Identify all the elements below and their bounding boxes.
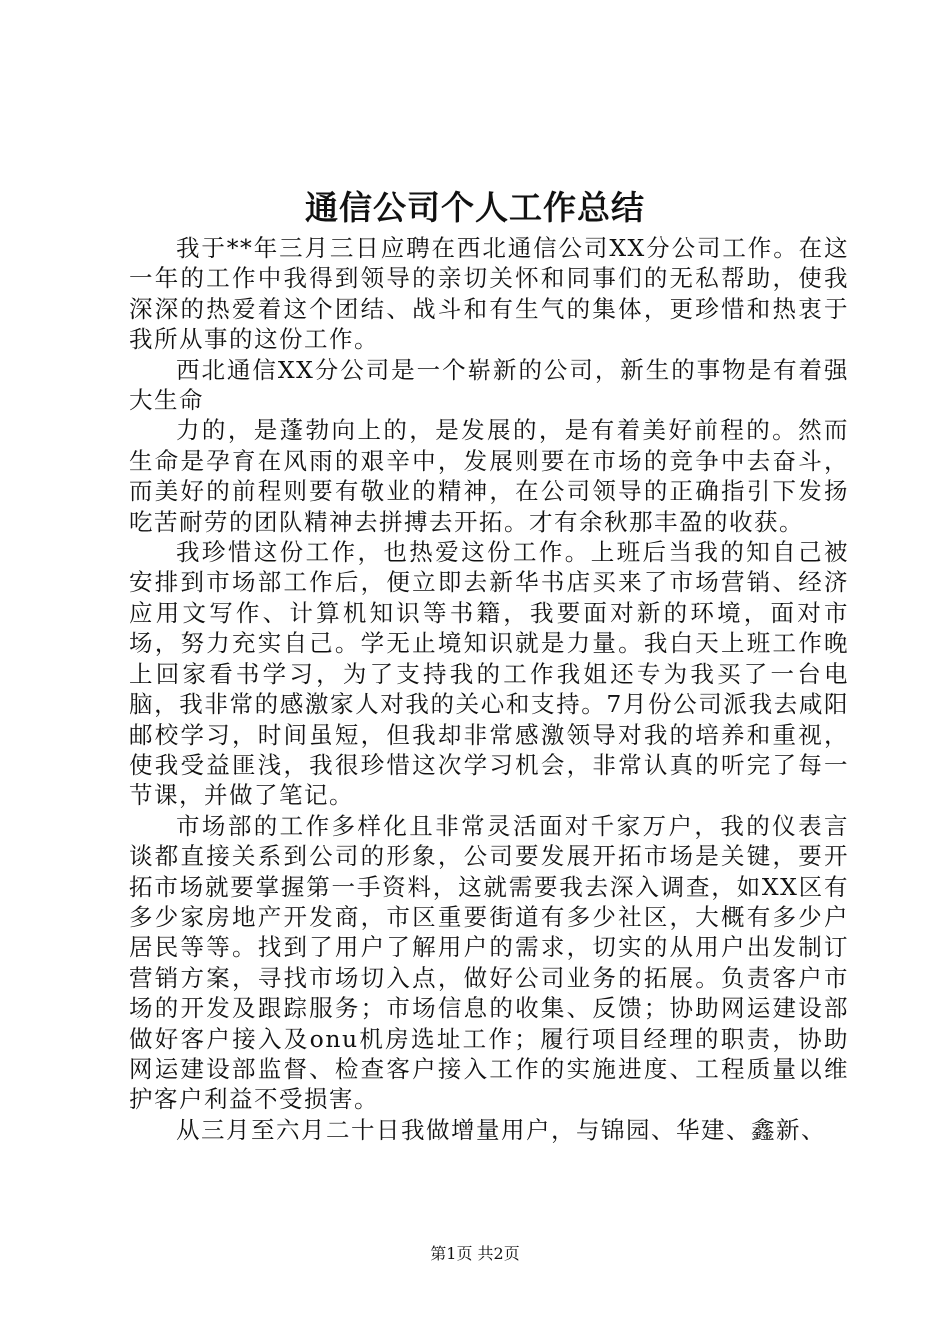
- paragraph-1: 我于**年三月三日应聘在西北通信公司XX分公司工作。在这一年的工作中我得到领导的亲切关怀和同事们的无私帮助，使我深深的热爱着这个团结、战斗和有生气的集体，更珍惜和热衷于我所从事的这份工作。: [129, 234, 849, 354]
- page-footer: 第1页 共2页: [430, 1244, 520, 1263]
- paragraph-3: 力的，是蓬勃向上的，是发展的，是有着美好前程的。然而生命是孕育在风雨的艰辛中，发展则要在市场的竞争中去奋斗，而美好的前程则要有敬业的精神，在公司领导的正确指引下发扬吃苦耐劳的团队精神去拼搏去开拓。才有余秋那丰盈的收获。: [129, 416, 849, 536]
- document-body: [129, 233, 849, 1145]
- paragraph-5: 市场部的工作多样化且非常灵活面对千家万户，我的仪表言谈都直接关系到公司的形象，公司要发展开拓市场是关键，要开拓市场就要掌握第一手资料，这就需要我去深入调查，如XX区有多少家房地产开发商，市区重要街道有多少社区，大概有多少户居民等等。找到了用户了解用户的需求，切实的从用户出发制订营销方案，寻找市场切入点，做好公司业务的拓展。负责客户市场的开发及跟踪服务；市场信息的收集、反馈；协助网运建设部做好客户接入及onu机房选址工作；履行项目经理的职责，协助网运建设部监督、检查客户接入工作的实施进度、工程质量以维护客户利益不受损害。: [129, 811, 849, 1114]
- paragraph-4: 我珍惜这份工作，也热爱这份工作。上班后当我的知自己被安排到市场部工作后，便立即去新华书店买来了市场营销、经济应用文写作、计算机知识等书籍，我要面对新的环境，面对市场，努力充实自己。学无止境知识就是力量。我白天上班工作晚上回家看书学习，为了支持我的工作我姐还专为我买了一台电脑，我非常的感激家人对我的关心和支持。7月份公司派我去咸阳邮校学习，时间虽短，但我却非常感激领导对我的培养和重视，使我受益匪浅，我很珍惜这次学习机会，非常认真的听完了每一节课，并做了笔记。: [129, 538, 849, 810]
- document-title: 通信公司个人工作总结: [305, 188, 645, 227]
- paragraph-2: 西北通信XX分公司是一个崭新的公司，新生的事物是有着强大生命: [129, 355, 849, 415]
- paragraph-6: 从三月至六月二十日我做增量用户，与锦园、华建、鑫新、: [176, 1115, 826, 1144]
